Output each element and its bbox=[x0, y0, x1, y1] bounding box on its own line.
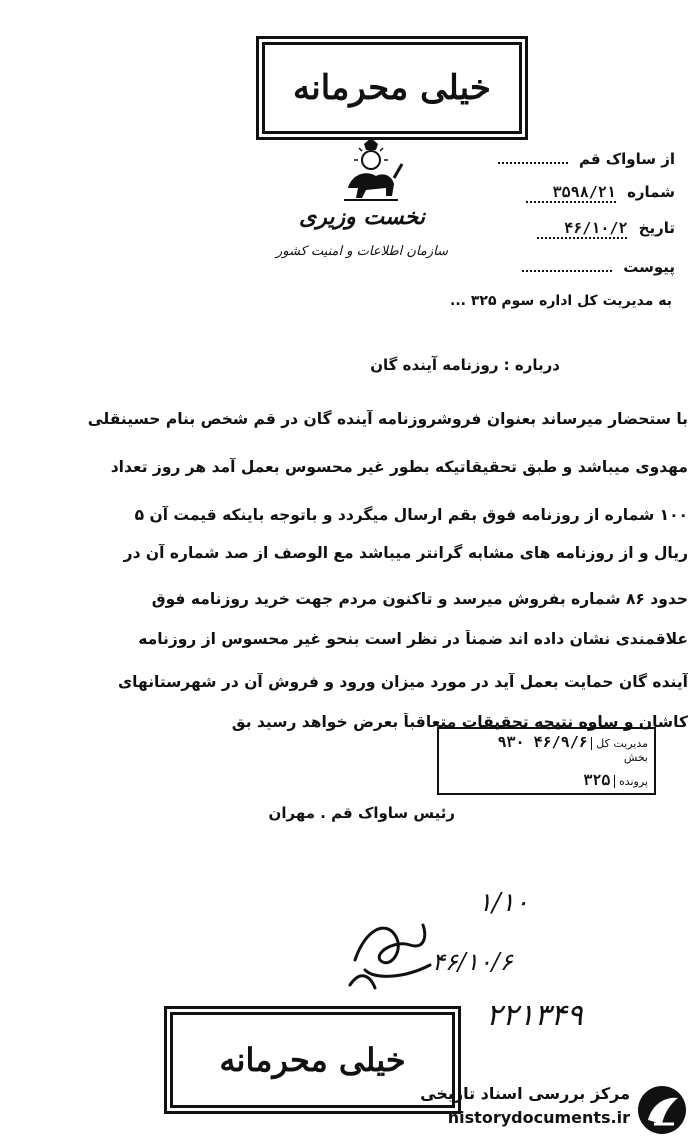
handwritten-signature-icon bbox=[335, 900, 445, 995]
body-line: کاشان و ساوه نتیجه تحقیقات متعاقباً بعرض خواهد رسید بق bbox=[231, 713, 688, 731]
registration-label-1: مدیریت کل bbox=[591, 737, 648, 750]
body-line: آینده گان حمایت بعمل آید در مورد میزان ورود و فروش آن در شهرستانهای bbox=[117, 673, 688, 691]
meta-attachment bbox=[470, 258, 675, 276]
meta-date-label: تاریخ bbox=[638, 219, 675, 237]
registration-label-3: پرونده bbox=[614, 775, 648, 788]
archive-url: historydocuments.ir bbox=[447, 1108, 630, 1127]
meta-date-dots bbox=[537, 219, 627, 239]
classification-stamp-top: خیلی محرمانه bbox=[262, 42, 522, 134]
meta-attachment-label: پیوست bbox=[623, 258, 675, 276]
registration-stamp bbox=[437, 727, 656, 795]
body-line: با ستحضار میرساند بعنوان فروشروزنامه آینده گان در قم شخص بنام حسینقلی bbox=[87, 410, 688, 428]
meta-number-dots bbox=[526, 183, 616, 203]
subject-line: درباره : روزنامه آینده گان bbox=[370, 356, 560, 374]
meta-number-value: ۳۵۹۸/۲۱ bbox=[552, 183, 616, 201]
registration-row-1 bbox=[448, 733, 648, 751]
lion-and-sun-emblem-icon bbox=[336, 138, 406, 206]
registration-value-1: ۴۶/۹/۶ ۹۳۰ bbox=[497, 733, 588, 751]
meta-date bbox=[470, 219, 675, 239]
registration-row-3 bbox=[583, 771, 648, 789]
letterhead-prime-ministry: نخست وزیری bbox=[299, 204, 425, 230]
classification-stamp-bottom: خیلی محرمانه bbox=[170, 1012, 455, 1108]
handwritten-note-2: ۴۶/۱۰/۶ bbox=[432, 948, 513, 976]
body-line: حدود ۸۶ شماره بفروش میرسد و تاکنون مردم جهت خرید روزنامه فوق bbox=[151, 590, 688, 608]
meta-from-dots bbox=[498, 162, 568, 164]
body-line: مهدوی میباشد و طبق تحقیقاتیکه بطور غیر محسوس بعمل آمد هر روز تعداد bbox=[110, 458, 688, 476]
meta-date-value: ۴۶/۱۰/۲ bbox=[564, 219, 628, 237]
handwritten-number: ۲۲۱۳۴۹ bbox=[486, 998, 583, 1033]
handwritten-note-1: ۱/۱۰ bbox=[478, 888, 529, 918]
registration-row-2 bbox=[624, 751, 648, 764]
archive-name: مرکز بررسی اسناد تاریخی bbox=[420, 1084, 630, 1103]
body-line: ۱۰۰ شماره از روزنامه فوق بقم ارسال میگردد و باتوجه باینکه قیمت آن ۵ bbox=[134, 506, 688, 524]
archive-watermark bbox=[420, 1082, 692, 1138]
recipient-line: به مدیریت کل اداره سوم ۳۲۵ ... bbox=[450, 293, 672, 309]
meta-from bbox=[470, 150, 675, 168]
registration-value-3: ۳۲۵ bbox=[583, 771, 611, 789]
meta-from-label: از ساواک قم bbox=[578, 150, 675, 168]
body-line: ریال و از روزنامه های مشابه گرانتر میباشد مع الوصف از صد شماره آن در bbox=[123, 544, 688, 562]
meta-attachment-dots bbox=[522, 270, 612, 272]
signatory-line: رئیس ساواک قم . مهران bbox=[268, 804, 455, 822]
registration-label-2: بخش bbox=[623, 751, 648, 764]
body-line: علاقمندی نشان داده اند ضمناً در نظر است بنحو غیر محسوس از روزنامه bbox=[138, 630, 688, 648]
meta-number bbox=[470, 183, 675, 203]
archive-logo-icon bbox=[636, 1084, 688, 1136]
meta-number-label: شماره bbox=[627, 183, 675, 201]
letterhead-organization: سازمان اطلاعات و امنیت کشور bbox=[275, 244, 449, 259]
